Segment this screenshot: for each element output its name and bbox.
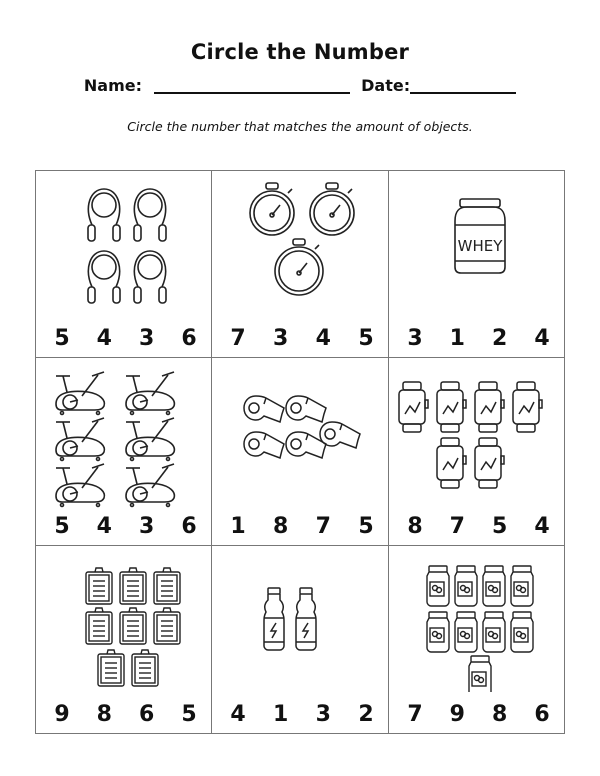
cell-sports-drink [212, 546, 389, 733]
number-option[interactable]: 5 [181, 702, 197, 727]
number-option[interactable]: 4 [315, 326, 331, 351]
whey-jar-icon [389, 177, 566, 317]
cell-smartwatch [389, 358, 564, 546]
number-option[interactable]: 2 [492, 326, 508, 351]
cell-exercise-bike [36, 358, 212, 546]
number-option[interactable]: 1 [273, 702, 289, 727]
number-option[interactable]: 3 [273, 326, 289, 351]
whey-jar-group [389, 177, 564, 317]
number-option[interactable]: 7 [315, 514, 331, 539]
clipboard-icon [36, 552, 212, 692]
number-option[interactable]: 5 [358, 514, 374, 539]
number-option[interactable]: 8 [492, 702, 508, 727]
number-option[interactable]: 5 [54, 514, 70, 539]
number-option[interactable]: 4 [534, 514, 550, 539]
name-date-line [0, 76, 600, 95]
exercise-bike-icon [36, 364, 212, 508]
number-option[interactable]: 4 [96, 514, 112, 539]
name-label: Name: [83, 76, 142, 95]
number-option[interactable]: 6 [139, 702, 155, 727]
number-options [389, 325, 564, 353]
number-option[interactable]: 1 [449, 326, 465, 351]
sports-drink-bottle-icon [212, 552, 389, 692]
clipboard-group [36, 552, 211, 692]
cell-stopwatch [212, 171, 389, 358]
name-field[interactable] [154, 78, 350, 94]
number-option[interactable]: 3 [315, 702, 331, 727]
stopwatch-icon [212, 177, 389, 317]
number-option[interactable]: 4 [534, 326, 550, 351]
number-option[interactable]: 3 [407, 326, 423, 351]
stopwatch-group [212, 177, 388, 317]
number-option[interactable]: 2 [358, 702, 374, 727]
number-options [212, 325, 388, 353]
date-label: Date: [361, 76, 411, 95]
number-options [36, 513, 211, 541]
number-options [212, 513, 388, 541]
number-option[interactable]: 9 [54, 702, 70, 727]
number-option[interactable]: 4 [96, 326, 112, 351]
sports-drink-group [212, 552, 388, 692]
number-options [36, 325, 211, 353]
number-option[interactable]: 6 [181, 514, 197, 539]
number-option[interactable]: 5 [358, 326, 374, 351]
instructions: Circle the number that matches the amount of objects. [127, 119, 473, 134]
whistle-group [212, 364, 388, 504]
number-options [36, 701, 211, 729]
number-option[interactable]: 7 [407, 702, 423, 727]
cell-supplement-jar [389, 546, 564, 733]
cell-whistle [212, 358, 389, 546]
cell-whey-jar [389, 171, 564, 358]
number-option[interactable]: 3 [139, 514, 155, 539]
page-title: Circle the Number [190, 40, 410, 64]
exercise-bike-group [36, 364, 211, 504]
number-option[interactable]: 8 [273, 514, 289, 539]
smartwatch-icon [389, 364, 566, 504]
number-option[interactable]: 9 [449, 702, 465, 727]
number-option[interactable]: 4 [230, 702, 246, 727]
number-option[interactable]: 5 [54, 326, 70, 351]
number-option[interactable]: 1 [230, 514, 246, 539]
number-options [389, 513, 564, 541]
worksheet-grid [35, 170, 565, 734]
date-field[interactable] [410, 78, 516, 94]
number-options [212, 701, 388, 729]
number-option[interactable]: 8 [96, 702, 112, 727]
supplement-jar-group [389, 552, 564, 692]
supplement-jar-icon [389, 552, 566, 692]
number-option[interactable]: 7 [230, 326, 246, 351]
number-option[interactable]: 6 [181, 326, 197, 351]
jump-rope-icon [36, 177, 212, 317]
number-option[interactable]: 5 [492, 514, 508, 539]
number-option[interactable]: 6 [534, 702, 550, 727]
number-option[interactable]: 7 [449, 514, 465, 539]
jump-rope-group [36, 177, 211, 317]
svg-text:WHEY: WHEY [457, 237, 503, 255]
smartwatch-group [389, 364, 564, 504]
number-option[interactable]: 3 [139, 326, 155, 351]
whistle-icon [212, 364, 389, 504]
cell-jump-rope [36, 171, 212, 358]
number-options [389, 701, 564, 729]
number-option[interactable]: 8 [407, 514, 423, 539]
cell-clipboard [36, 546, 212, 733]
